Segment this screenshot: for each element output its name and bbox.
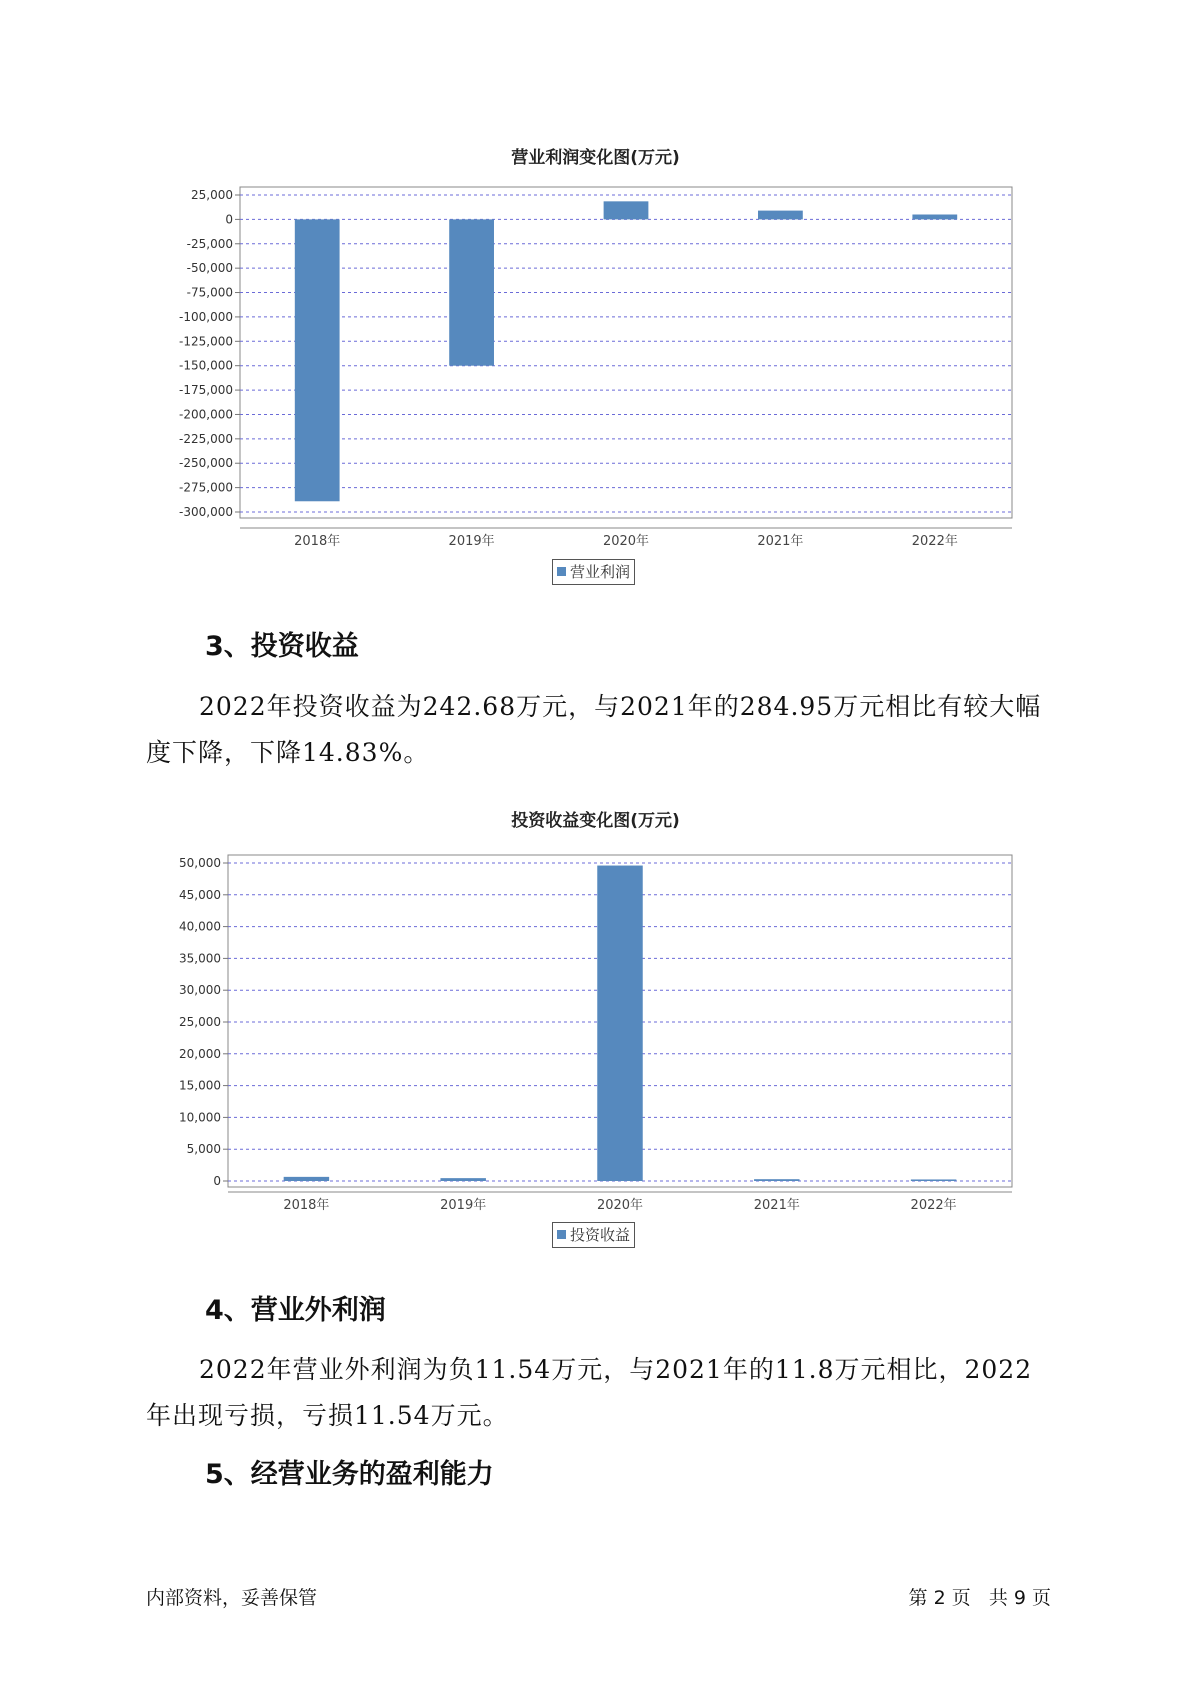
bar-2019 (440, 1178, 485, 1181)
y-tick-label: -225,000 (179, 431, 233, 446)
y-tick-label: 45,000 (179, 887, 221, 902)
x-tick-label: 2018年 (283, 1198, 330, 1213)
y-tick-label: 0 (225, 212, 233, 227)
x-tick-label: 2019年 (448, 534, 495, 549)
chart1-title: 营业利润变化图(万元) (511, 148, 680, 168)
x-tick-label: 2021年 (757, 534, 804, 549)
y-tick-label: 40,000 (179, 919, 221, 934)
y-tick-label: 10,000 (179, 1110, 221, 1125)
y-tick-label: 35,000 (179, 951, 221, 966)
y-tick-label: 25,000 (179, 1015, 221, 1029)
y-tick-label: -100,000 (179, 309, 233, 324)
bar-2020 (597, 866, 642, 1181)
y-tick-label: 30,000 (179, 983, 221, 998)
y-tick-label: -125,000 (179, 334, 233, 349)
x-tick-label: 2018年 (294, 534, 341, 549)
bar-2021 (754, 1179, 799, 1181)
x-tick-label: 2019年 (440, 1198, 487, 1213)
y-tick-label: -150,000 (179, 358, 233, 373)
paragraph-investment-income: 2022年投资收益为242.68万元，与2021年的284.95万元相比有较大幅度下降，下降14.83%。 (146, 692, 1042, 767)
y-tick-label: -75,000 (186, 285, 233, 300)
y-tick-label: -25,000 (186, 236, 233, 251)
y-tick-label: -175,000 (179, 383, 233, 398)
x-tick-label: 2022年 (911, 534, 958, 549)
section-heading-profitability: 5、经营业务的盈利能力 (205, 1459, 494, 1490)
section-heading-non-operating-profit: 4、营业外利润 (205, 1295, 386, 1326)
bar-2022 (911, 1179, 956, 1181)
y-tick-label: 25,000 (191, 188, 233, 202)
footer-confidential-note: 内部资料，妥善保管 (146, 1587, 318, 1609)
chart2-legend-label: 投资收益 (570, 1226, 631, 1244)
y-tick-label: 5,000 (186, 1142, 221, 1157)
footer-page-number: 第 2 页 共 9 页 (908, 1587, 1051, 1609)
chart2-legend (552, 1222, 635, 1248)
section-heading-investment-income: 3、投资收益 (205, 631, 359, 662)
legend-swatch (557, 1230, 566, 1239)
paragraph-non-operating-profit: 2022年营业外利润为负11.54万元，与2021年的11.8万元相比，2022年出现亏损，亏损11.54万元。 (146, 1355, 1033, 1430)
y-tick-label: -275,000 (179, 480, 233, 495)
chart1-legend-label: 营业利润 (570, 563, 631, 581)
y-tick-label: 15,000 (179, 1078, 221, 1093)
y-tick-label: 0 (213, 1174, 221, 1188)
x-tick-label: 2021年 (753, 1198, 800, 1213)
y-tick-label: 50,000 (179, 856, 221, 870)
x-tick-label: 2022年 (910, 1198, 957, 1213)
y-tick-label: -50,000 (186, 261, 233, 276)
chart2-title: 投资收益变化图(万元) (511, 811, 680, 831)
bar-2018 (284, 1177, 329, 1181)
y-tick-label: -200,000 (179, 407, 233, 422)
y-tick-label: 20,000 (179, 1046, 221, 1061)
y-tick-label: -300,000 (179, 505, 233, 519)
x-tick-label: 2020年 (602, 534, 650, 549)
y-tick-label: -250,000 (179, 456, 233, 471)
x-tick-label: 2020年 (596, 1198, 644, 1213)
